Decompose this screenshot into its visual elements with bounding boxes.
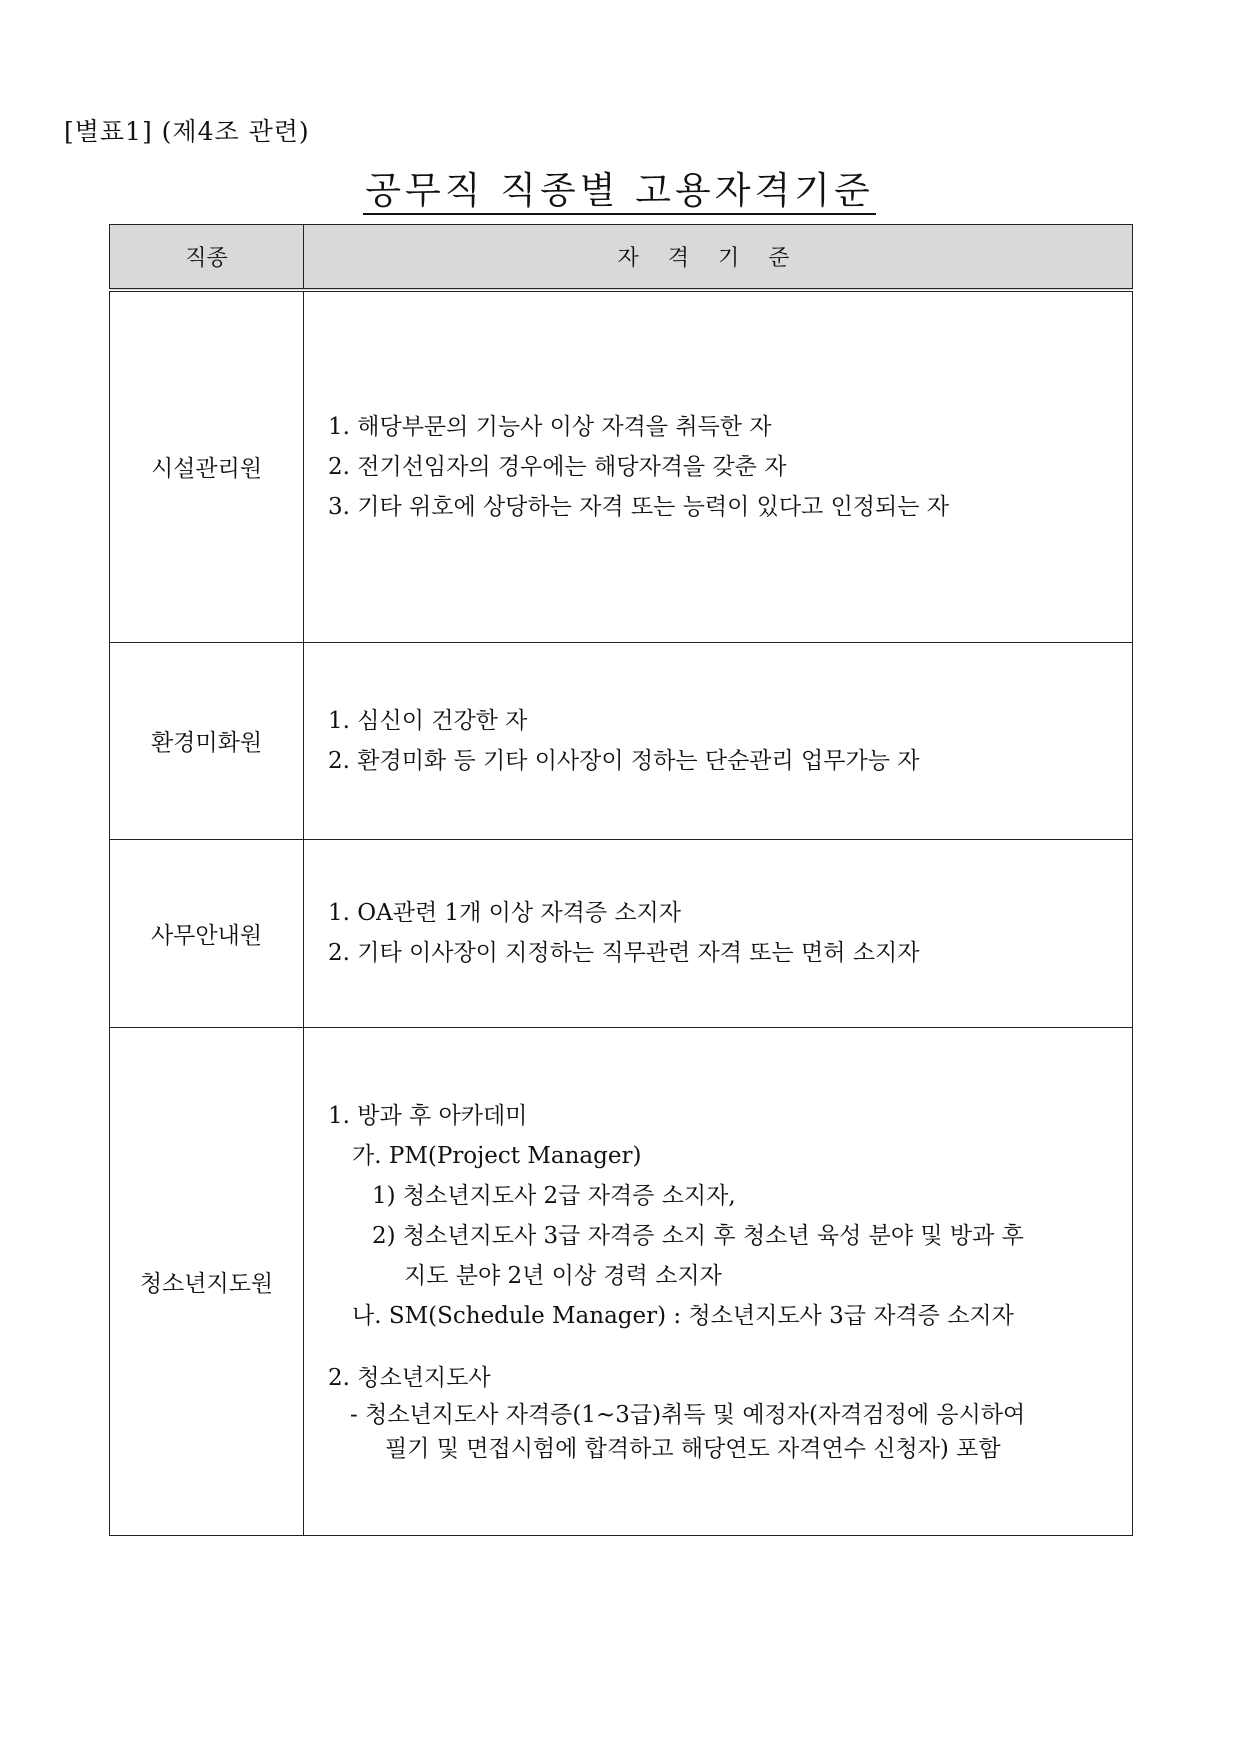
table-row (110, 839, 1133, 1027)
table-row (110, 642, 1133, 839)
header-criteria (304, 225, 1133, 291)
job-office-guide: 사무안내원 (110, 839, 304, 1027)
criteria-line: 2. 청소년지도사 (328, 1365, 491, 1391)
criteria-line: 3. 기타 위호에 상당하는 자격 또는 능력이 있다고 인정되는 자 (328, 493, 949, 520)
job-environment-cleaner: 환경미화원 (110, 642, 304, 839)
criteria-line: 1. 방과 후 아카데미 (328, 1103, 528, 1129)
table-header-row (110, 225, 1133, 291)
criteria-line: 나. SM(Schedule Manager) : 청소년지도사 3급 자격증 소지자 (352, 1303, 1014, 1329)
criteria-cell (304, 290, 1133, 642)
criteria-line: 1. OA관련 1개 이상 자격증 소지자 (328, 900, 681, 926)
table-row (110, 1027, 1133, 1535)
job-facility-manager: 시설관리원 (110, 290, 304, 642)
criteria-line: 1) 청소년지도사 2급 자격증 소지자, (372, 1183, 736, 1209)
criteria-line: - 청소년지도사 자격증(1~3급)취득 및 예정자(자격검정에 응시하여 (350, 1402, 1026, 1428)
criteria-cell (304, 642, 1133, 839)
page-title (0, 160, 1239, 214)
criteria-line: 2. 환경미화 등 기타 이사장이 정하는 단순관리 업무가능 자 (328, 747, 920, 774)
criteria-line: 2. 기타 이사장이 지정하는 직무관련 자격 또는 면허 소지자 (328, 940, 920, 966)
criteria-cell (304, 1027, 1133, 1535)
header-job-type: 직종 (110, 225, 304, 291)
criteria-line: 가. PM(Project Manager) (352, 1143, 642, 1169)
criteria-line: 1. 심신이 건강한 자 (328, 707, 528, 734)
criteria-line: 2) 청소년지도사 3급 자격증 소지 후 청소년 육성 분야 및 방과 후 (372, 1223, 1024, 1249)
criteria-cell (304, 839, 1133, 1027)
criteria-line: 2. 전기선임자의 경우에는 해당자격을 갖춘 자 (328, 453, 787, 480)
criteria-line: 지도 분야 2년 이상 경력 소지자 (404, 1263, 722, 1289)
qualification-table (109, 224, 1133, 1536)
appendix-reference: [별표1] (제4조 관련) (64, 117, 310, 146)
criteria-line: 필기 및 면접시험에 합격하고 해당연도 자격연수 신청자) 포함 (385, 1436, 1001, 1462)
job-youth-instructor: 청소년지도원 (110, 1027, 304, 1535)
page-title-text: 공무직 직종별 고용자격기준 (363, 169, 875, 215)
table-row (110, 290, 1133, 642)
criteria-line: 1. 해당부문의 기능사 이상 자격을 취득한 자 (328, 413, 772, 440)
header-criteria-text: 자격기준 (617, 246, 819, 271)
spacer (328, 1336, 1132, 1358)
